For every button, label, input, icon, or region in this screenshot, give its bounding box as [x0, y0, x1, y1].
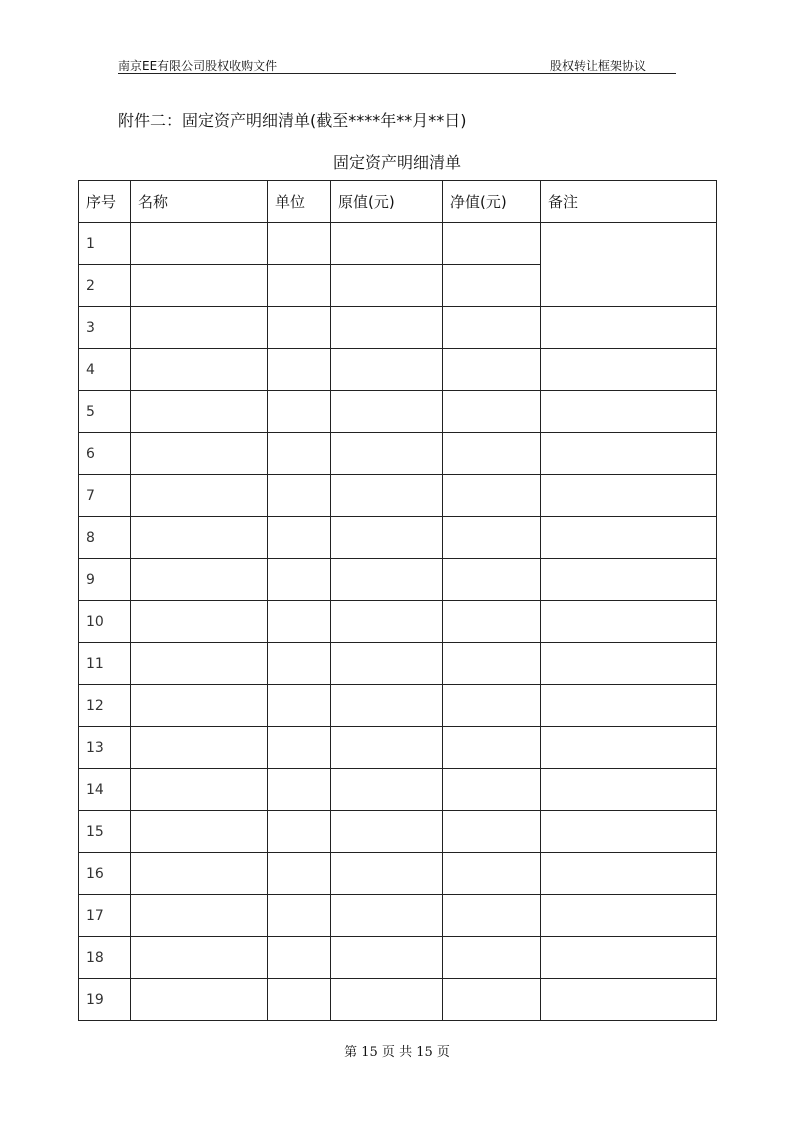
- empty-cell: [268, 727, 331, 769]
- empty-cell: [331, 433, 443, 475]
- remarks-cell: [541, 559, 717, 601]
- remarks-cell-merged: [541, 223, 717, 307]
- empty-cell: [131, 223, 268, 265]
- empty-cell: [443, 433, 541, 475]
- column-header: 原值(元): [331, 181, 443, 223]
- table-row: [79, 769, 717, 811]
- empty-cell: [331, 895, 443, 937]
- remarks-cell: [541, 349, 717, 391]
- row-number-cell: 15: [79, 811, 131, 853]
- row-number-cell: 2: [79, 265, 131, 307]
- table-row: [79, 517, 717, 559]
- empty-cell: [131, 433, 268, 475]
- empty-cell: [331, 769, 443, 811]
- empty-cell: [331, 937, 443, 979]
- fixed-asset-table: [78, 180, 717, 1021]
- empty-cell: [268, 643, 331, 685]
- page-footer: 第 15 页 共 15 页: [344, 1045, 450, 1060]
- row-number-cell: 5: [79, 391, 131, 433]
- empty-cell: [131, 307, 268, 349]
- empty-cell: [131, 517, 268, 559]
- empty-cell: [331, 517, 443, 559]
- empty-cell: [131, 937, 268, 979]
- table-row: [79, 559, 717, 601]
- row-number-cell: 12: [79, 685, 131, 727]
- row-number-cell: 6: [79, 433, 131, 475]
- table-row: [79, 433, 717, 475]
- empty-cell: [331, 811, 443, 853]
- table-row: [79, 643, 717, 685]
- table-row: [79, 811, 717, 853]
- remarks-cell: [541, 475, 717, 517]
- empty-cell: [331, 601, 443, 643]
- empty-cell: [131, 685, 268, 727]
- empty-cell: [268, 223, 331, 265]
- remarks-cell: [541, 517, 717, 559]
- empty-cell: [443, 895, 541, 937]
- remarks-cell: [541, 769, 717, 811]
- empty-cell: [268, 769, 331, 811]
- empty-cell: [443, 685, 541, 727]
- empty-cell: [443, 937, 541, 979]
- header-left-text: 南京EE有限公司股权收购文件: [118, 59, 278, 73]
- empty-cell: [443, 265, 541, 307]
- remarks-cell: [541, 391, 717, 433]
- empty-cell: [131, 601, 268, 643]
- table-row: [79, 895, 717, 937]
- column-header: 净值(元): [443, 181, 541, 223]
- empty-cell: [131, 475, 268, 517]
- empty-cell: [443, 475, 541, 517]
- row-number-cell: 17: [79, 895, 131, 937]
- table-row: [79, 391, 717, 433]
- empty-cell: [331, 307, 443, 349]
- empty-cell: [131, 811, 268, 853]
- table-row: [79, 853, 717, 895]
- empty-cell: [268, 853, 331, 895]
- empty-cell: [443, 307, 541, 349]
- table-row: [79, 223, 717, 265]
- column-header: 序号: [79, 181, 131, 223]
- row-number-cell: 14: [79, 769, 131, 811]
- empty-cell: [268, 811, 331, 853]
- column-header: 备注: [541, 181, 717, 223]
- header-right-text: 股权转让框架协议: [549, 59, 646, 73]
- empty-cell: [268, 937, 331, 979]
- empty-cell: [443, 811, 541, 853]
- empty-cell: [443, 979, 541, 1021]
- table-row: [79, 727, 717, 769]
- row-number-cell: 16: [79, 853, 131, 895]
- remarks-cell: [541, 853, 717, 895]
- empty-cell: [131, 727, 268, 769]
- empty-cell: [443, 769, 541, 811]
- empty-cell: [443, 349, 541, 391]
- empty-cell: [268, 307, 331, 349]
- row-number-cell: 9: [79, 559, 131, 601]
- empty-cell: [268, 979, 331, 1021]
- row-number-cell: 13: [79, 727, 131, 769]
- empty-cell: [443, 391, 541, 433]
- remarks-cell: [541, 979, 717, 1021]
- empty-cell: [268, 895, 331, 937]
- remarks-cell: [541, 895, 717, 937]
- empty-cell: [131, 643, 268, 685]
- remarks-cell: [541, 643, 717, 685]
- table-row: [79, 601, 717, 643]
- empty-cell: [268, 475, 331, 517]
- remarks-cell: [541, 727, 717, 769]
- empty-cell: [131, 895, 268, 937]
- remarks-cell: [541, 307, 717, 349]
- row-number-cell: 19: [79, 979, 131, 1021]
- empty-cell: [443, 517, 541, 559]
- empty-cell: [331, 349, 443, 391]
- empty-cell: [268, 517, 331, 559]
- remarks-cell: [541, 601, 717, 643]
- empty-cell: [331, 559, 443, 601]
- column-header: 单位: [268, 181, 331, 223]
- row-number-cell: 18: [79, 937, 131, 979]
- empty-cell: [131, 769, 268, 811]
- empty-cell: [268, 265, 331, 307]
- table-title: 固定资产明细清单: [332, 153, 461, 172]
- empty-cell: [331, 265, 443, 307]
- page-header: [118, 57, 676, 74]
- empty-cell: [131, 391, 268, 433]
- empty-cell: [131, 349, 268, 391]
- table-row: [79, 937, 717, 979]
- row-number-cell: 4: [79, 349, 131, 391]
- table-body: [79, 223, 717, 1021]
- row-number-cell: 11: [79, 643, 131, 685]
- empty-cell: [268, 433, 331, 475]
- empty-cell: [331, 391, 443, 433]
- remarks-cell: [541, 433, 717, 475]
- empty-cell: [443, 853, 541, 895]
- empty-cell: [331, 853, 443, 895]
- column-header: 名称: [131, 181, 268, 223]
- remarks-cell: [541, 685, 717, 727]
- empty-cell: [268, 685, 331, 727]
- empty-cell: [131, 265, 268, 307]
- empty-cell: [131, 979, 268, 1021]
- row-number-cell: 8: [79, 517, 131, 559]
- empty-cell: [331, 979, 443, 1021]
- table-row: [79, 979, 717, 1021]
- empty-cell: [331, 475, 443, 517]
- empty-cell: [443, 727, 541, 769]
- empty-cell: [443, 601, 541, 643]
- empty-cell: [268, 559, 331, 601]
- row-number-cell: 1: [79, 223, 131, 265]
- empty-cell: [443, 559, 541, 601]
- table-row: [79, 475, 717, 517]
- empty-cell: [443, 643, 541, 685]
- table-row: [79, 307, 717, 349]
- empty-cell: [331, 223, 443, 265]
- empty-cell: [331, 643, 443, 685]
- table-row: [79, 349, 717, 391]
- empty-cell: [331, 727, 443, 769]
- row-number-cell: 10: [79, 601, 131, 643]
- empty-cell: [331, 685, 443, 727]
- empty-cell: [268, 601, 331, 643]
- table-header-row: [79, 181, 717, 223]
- empty-cell: [268, 349, 331, 391]
- table-row: [79, 685, 717, 727]
- attachment-title: 附件二：固定资产明细清单(截至****年**月**日): [118, 111, 467, 130]
- row-number-cell: 3: [79, 307, 131, 349]
- empty-cell: [268, 391, 331, 433]
- remarks-cell: [541, 811, 717, 853]
- empty-cell: [131, 559, 268, 601]
- empty-cell: [443, 223, 541, 265]
- remarks-cell: [541, 937, 717, 979]
- empty-cell: [131, 853, 268, 895]
- row-number-cell: 7: [79, 475, 131, 517]
